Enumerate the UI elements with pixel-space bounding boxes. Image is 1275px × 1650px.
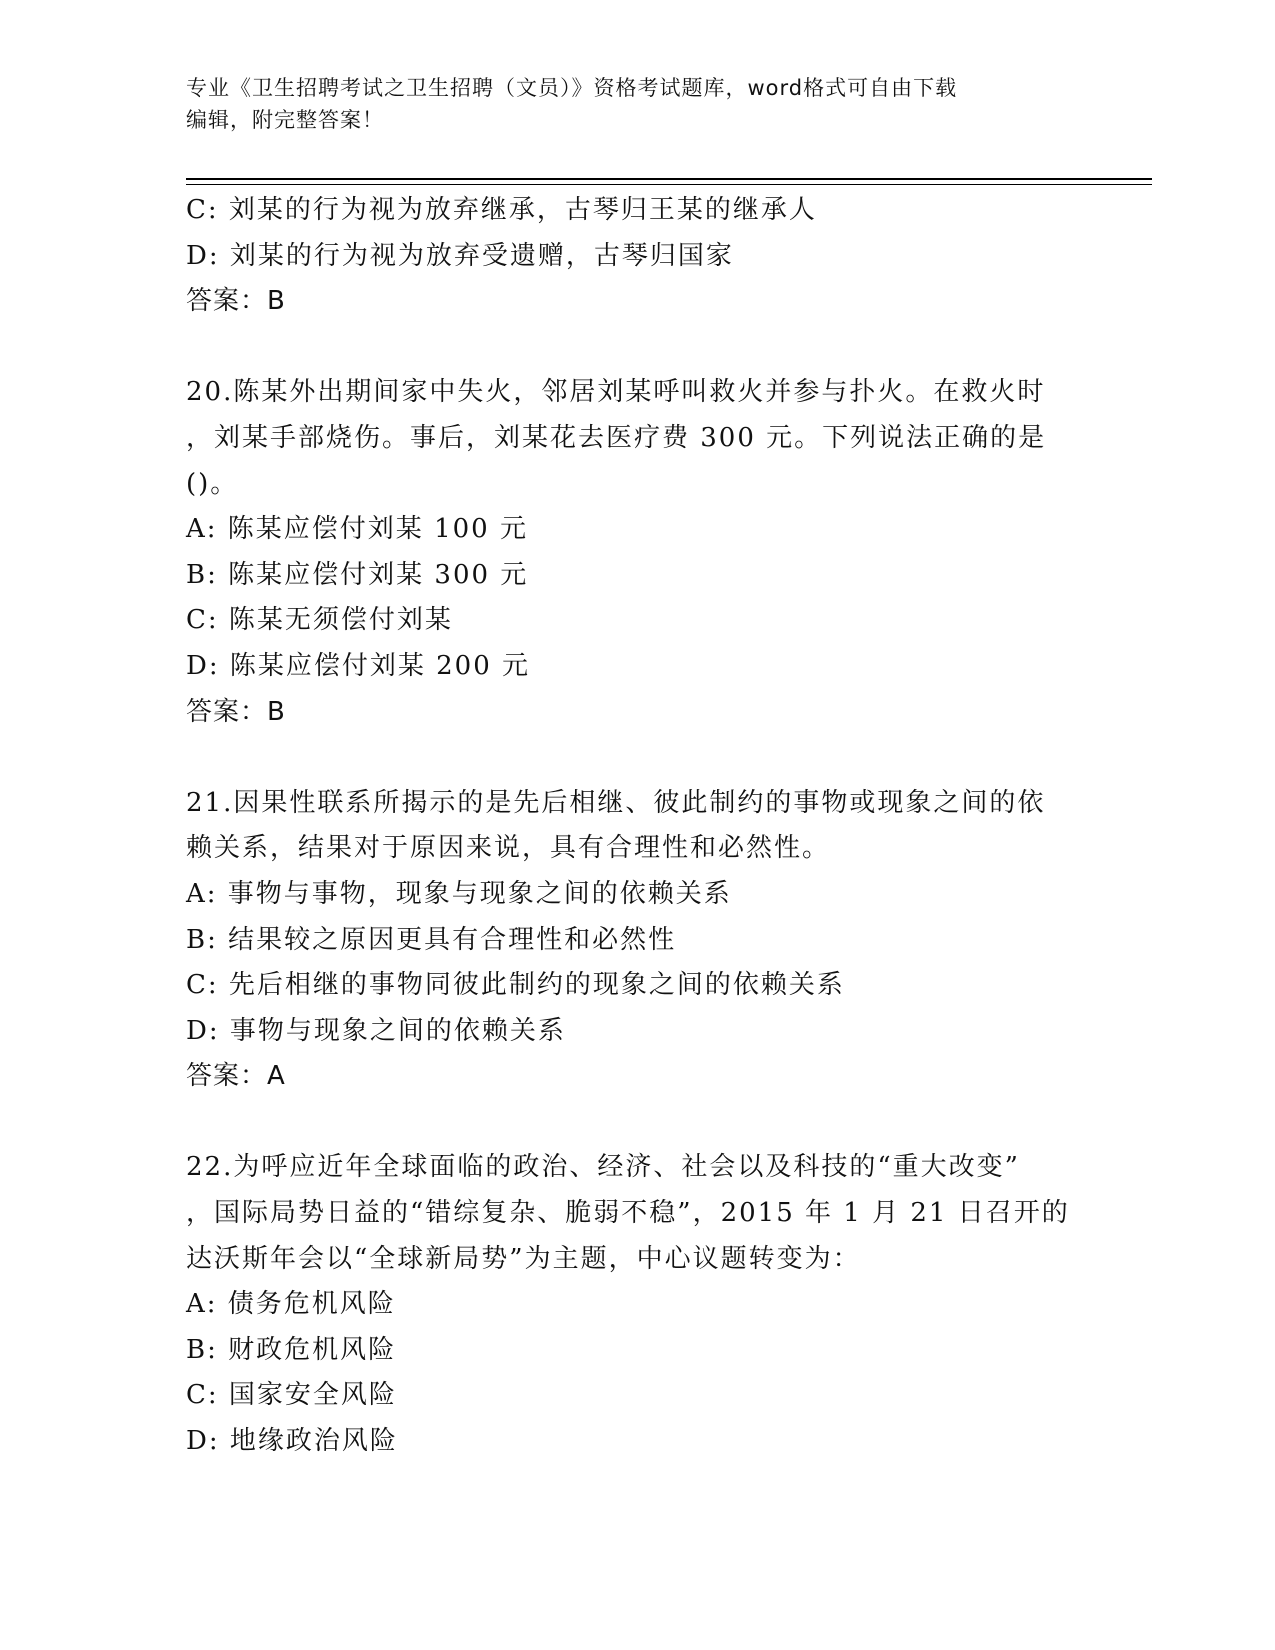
question-stem-line: 22.为呼应近年全球面临的政治、经济、社会以及科技的“重大改变” (186, 1152, 1020, 1183)
option-d: D: 刘某的行为视为放弃受遗赠，古琴归国家 (186, 240, 734, 271)
option-a: A: 事物与事物，现象与现象之间的依赖关系 (186, 878, 732, 909)
question-20 (186, 370, 1086, 735)
header-rule-thick (186, 178, 1152, 180)
spacer (186, 1100, 1086, 1146)
option-d: D: 事物与现象之间的依赖关系 (186, 1015, 566, 1046)
option-b: B: 陈某应偿付刘某 300 元 (186, 559, 529, 590)
question-stem-line: ()。 (186, 468, 239, 499)
option-b: B: 财政危机风险 (186, 1334, 397, 1365)
option-c: C: 先后相继的事物同彼此制约的现象之间的依赖关系 (186, 970, 845, 1001)
option-b: B: 结果较之原因更具有合理性和必然性 (186, 924, 677, 955)
option-c: C: 刘某的行为视为放弃继承，古琴归王某的继承人 (186, 195, 817, 225)
question-stem-line: 21.因果性联系所揭示的是先后相继、彼此制约的事物或现象之间的依 (186, 787, 1046, 818)
header-line-2: 编辑，附完整答案！ (186, 108, 384, 132)
answer-line: 答案：B (186, 286, 286, 317)
question-stem-line: 赖关系，结果对于原因来说，具有合理性和必然性。 (186, 833, 831, 864)
option-a: A: 债务危机风险 (186, 1289, 396, 1320)
question-21 (186, 781, 1086, 1100)
answer-line: 答案：A (186, 1061, 286, 1092)
option-c: C: 国家安全风险 (186, 1380, 397, 1411)
option-c: C: 陈某无须偿付刘某 (186, 605, 453, 636)
option-a: A: 陈某应偿付刘某 100 元 (186, 514, 528, 545)
option-d: D: 陈某应偿付刘某 200 元 (186, 650, 531, 681)
document-body (186, 188, 1086, 1465)
answer-line: 答案：B (186, 696, 286, 727)
header-rule-thin (186, 184, 1152, 185)
header-line-1: 专业《卫生招聘考试之卫生招聘（文员）》资格考试题库，word格式可自由下载 (186, 76, 958, 100)
question-stem-line: ，刘某手部烧伤。事后，刘某花去医疗费 300 元。下列说法正确的是 (186, 422, 1047, 453)
document-header (186, 72, 1086, 136)
option-d: D: 地缘政治风险 (186, 1426, 398, 1457)
question-stem-line: ，国际局势日益的“错综复杂、脆弱不稳”，2015 年 1 月 21 日召开的 (186, 1198, 1070, 1229)
spacer (186, 735, 1086, 781)
spacer (186, 325, 1086, 371)
question-stem-line: 20.陈某外出期间家中失火，邻居刘某呼叫救火并参与扑火。在救火时 (186, 377, 1046, 408)
question-22 (186, 1145, 1086, 1464)
question-stem-line: 达沃斯年会以“全球新局势”为主题，中心议题转变为： (186, 1243, 861, 1274)
